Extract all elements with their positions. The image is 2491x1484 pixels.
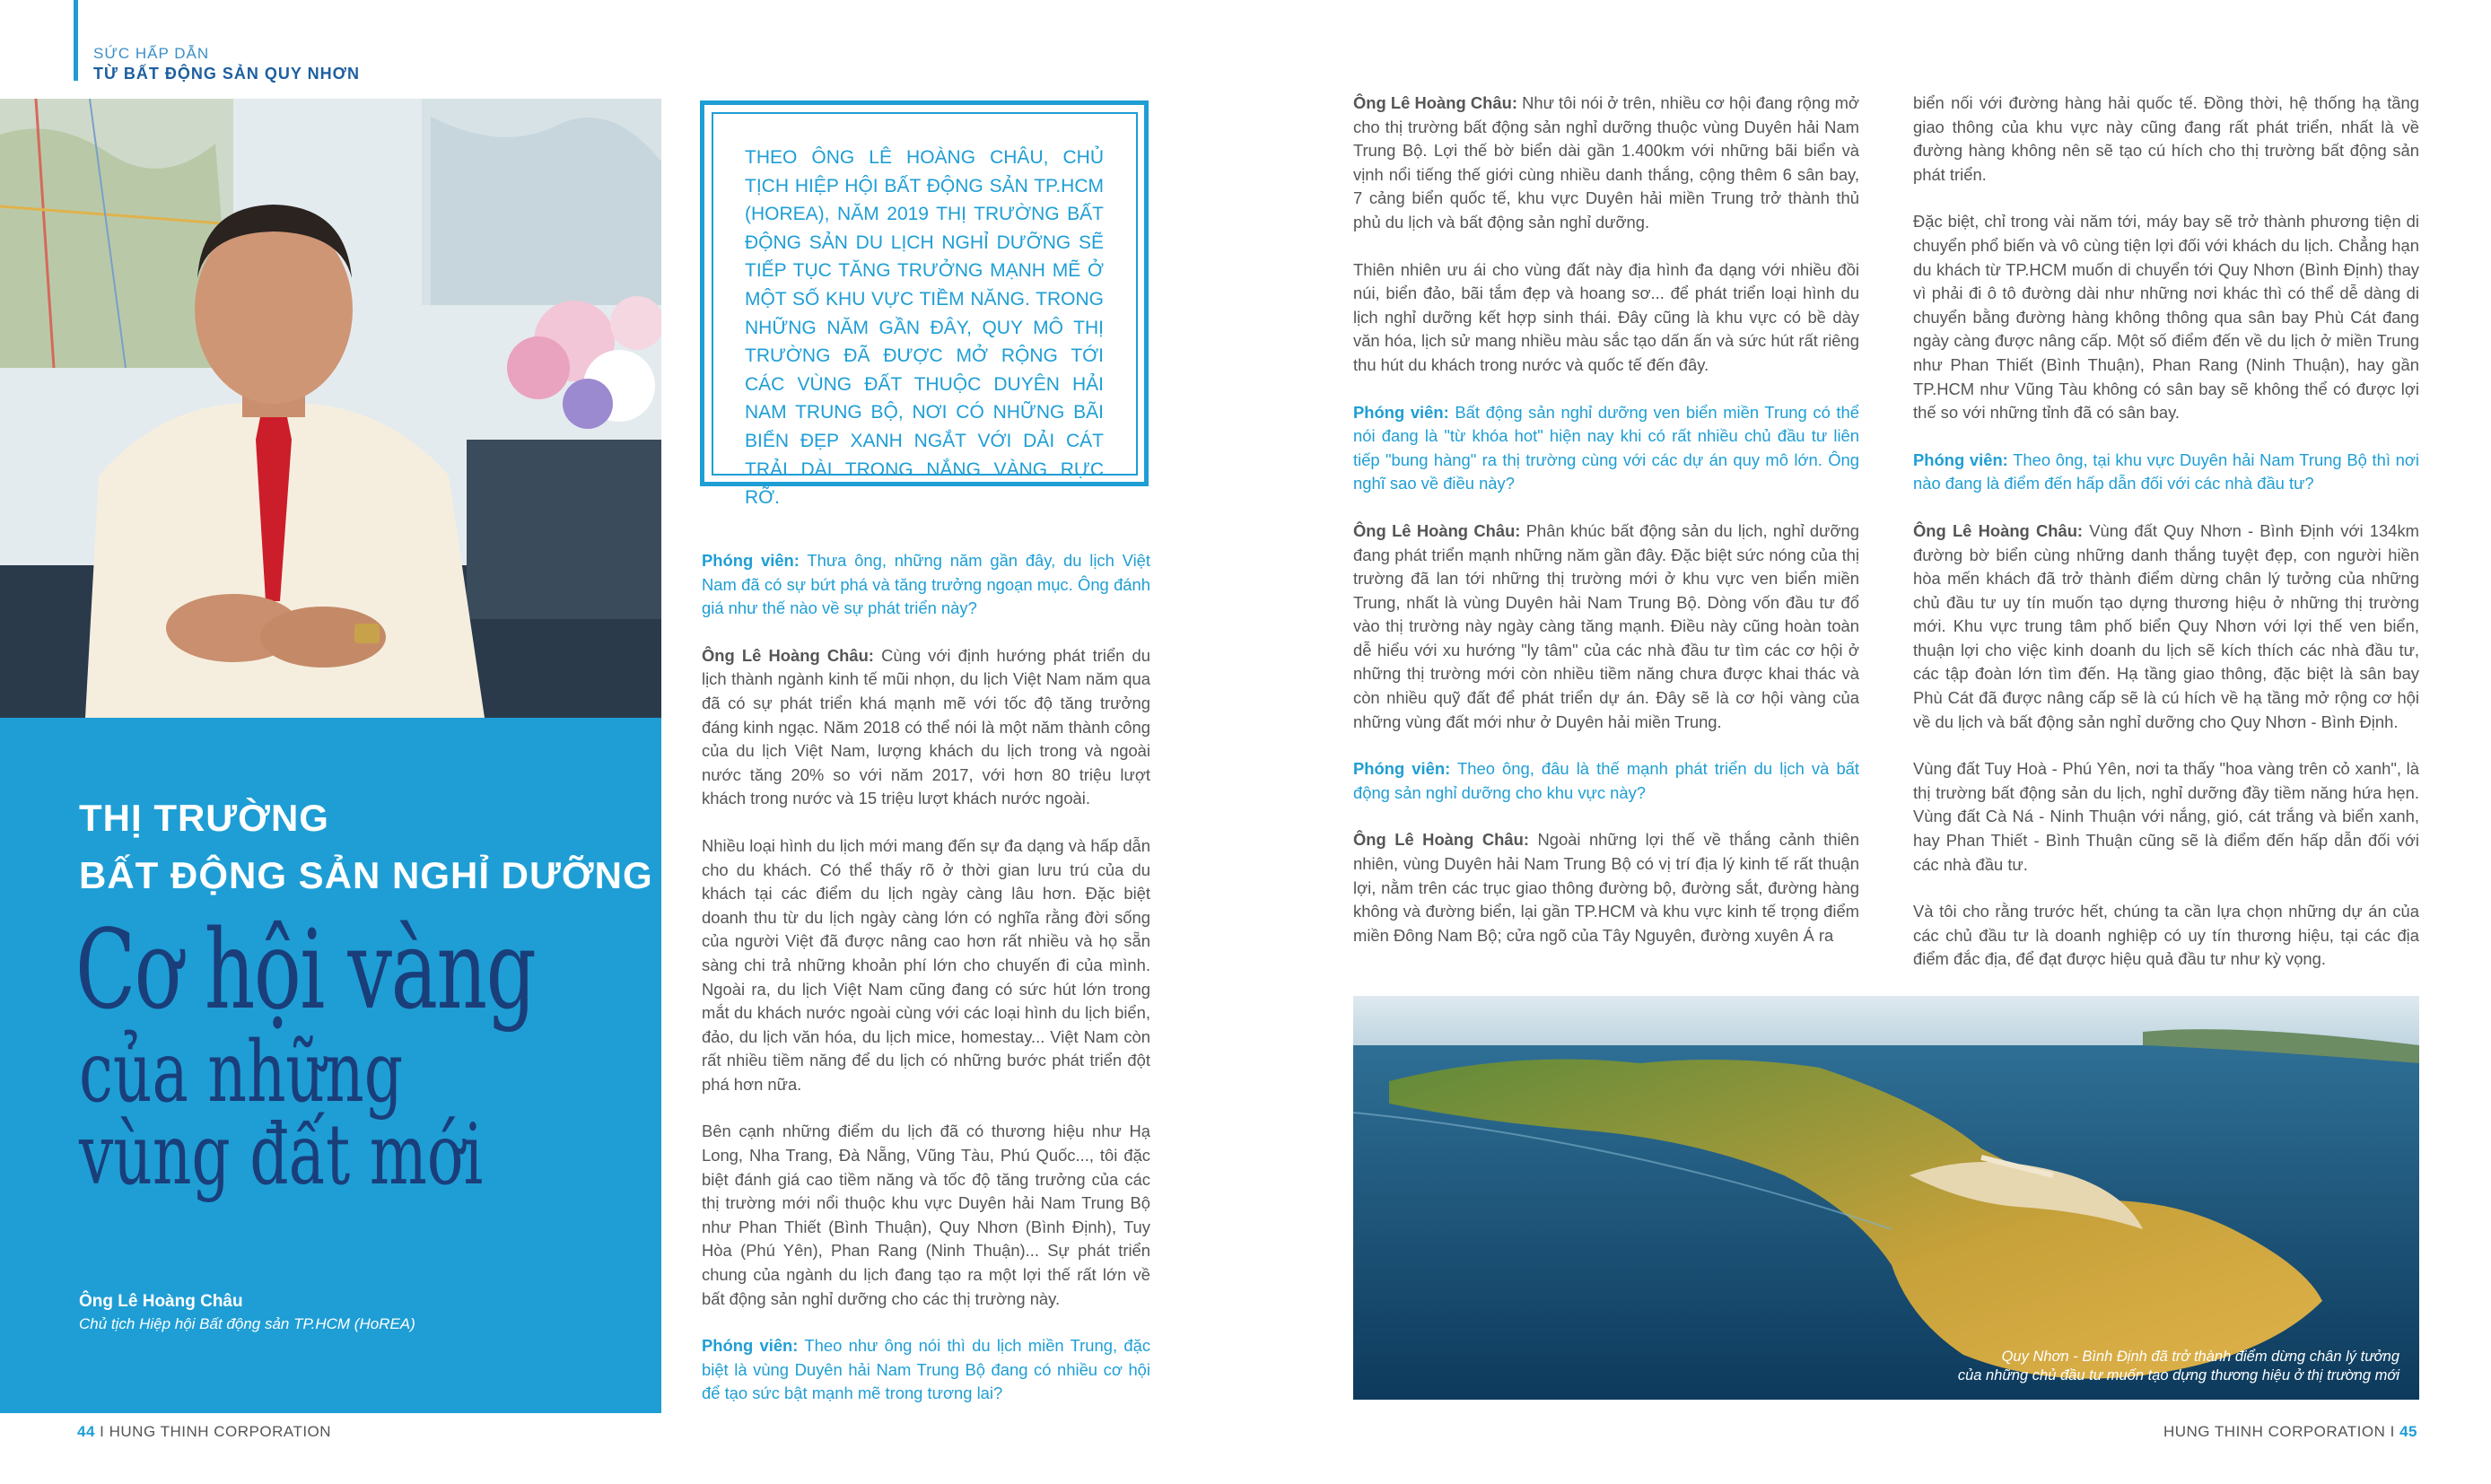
intro-text: THEO ÔNG LÊ HOÀNG CHÂU, CHỦ TỊCH HIỆP HỘI BẤT ĐỘNG SẢN TP.HCM (HOREA), NĂM 2019 THỊ TRƯỜNG BẤT ĐỘNG SẢN DU LỊCH NGHỈ DƯỠNG SẼ TIẾP TỤC TĂNG TRƯỞNG MẠNH MẼ Ở MỘT SỐ KHU VỰC TIỀM NĂNG. TRONG NHỮNG NĂM GẦN ĐÂY, QUY MÔ THỊ TRƯỜNG ĐÃ ĐƯỢC MỞ RỘNG TỚI CÁC VÙNG ĐẤT THUỘC DUYÊN HẢI NAM TRUNG BỘ, NƠI CÓ NHỮNG BÃI BIỂN ĐẸP XANH NGẮT VỚI DẢI CÁT TRẢI DÀI TRONG NẮNG VÀNG RỰC RỠ. <box>745 147 1104 509</box>
portrait-illustration <box>0 99 661 718</box>
title-headline: Cơ hội vàng <box>75 906 536 1034</box>
article-column-3 <box>1913 92 2419 995</box>
section-title: TỪ BẤT ĐỘNG SẢN QUY NHƠN <box>93 65 360 83</box>
section-rule <box>74 0 78 81</box>
paragraph: Đặc biệt, chỉ trong vài năm tới, máy bay sẽ trở thành phương tiện di chuyển phổ biến và vô cùng tiện lợi đối với khách du lịch. Chẳng hạn du khách từ TP.HCM muốn di chuyển tới Quy Nhơn (Bình Định) thay vì phải đi ô tô đường dài như những nơi khác thì có thể dễ dàng di chuyển bằng đường hàng không thông qua sân bay Phù Cát đang ngày càng được nâng cấp. Một số điểm đến về du lịch ở miền Trung như Phan Thiết (Bình Thuận), Phan Rang (Ninh Thuận), hay gần TP.HCM như Vũng Tàu không có sân bay sẽ không thể có được lợi thế so với những tỉnh đã có sân bay. <box>1913 212 2419 423</box>
paragraph: Nhiều loại hình du lịch mới mang đến sự đa dạng và hấp dẫn cho du khách. Có thể thấy rõ ở thời gian lưu trú của du khách tại các điểm du lịch ngày càng lâu hơn. Đặc biệt doanh thu từ du lịch ngày càng lớn có nghĩa rằng đời sống của người Việt đã được nâng cao hơn rất nhiều và họ sẵn sàng chi trả những khoản phí lớn cho chuyến đi của mình. Ngoài ra, du lịch Việt Nam cũng đang có sức hút lớn trong mắt du khách nước ngoài cùng với các loại hình du lịch biển, đảo, du lịch văn hóa, du lịch mice, homestay... Việt Nam còn rất nhiều tiềm năng để du lịch có những bước phát triển đột phá hơn nữa. <box>702 835 1150 1094</box>
answer <box>1913 519 2419 734</box>
interviewee-label: Ông Lê Hoàng Châu: <box>702 645 874 665</box>
byline-role: Chủ tịch Hiệp hội Bất động sản TP.HCM (HoREA) <box>79 1315 415 1332</box>
reporter-label: Phóng viên: <box>1913 450 2008 469</box>
answer <box>1353 828 1859 947</box>
question-text: Theo như ông nói thì du lịch miền Trung, đặc biệt là vùng Duyên hải Nam Trung Bộ đang có nhiều cơ hội để tạo sức bật mạnh mẽ trong tương lai? <box>702 1336 1151 1403</box>
question <box>1353 757 1859 805</box>
title-subheadline <box>79 1024 484 1204</box>
page-number-left: 44 <box>77 1423 95 1440</box>
interviewee-label: Ông Lê Hoàng Châu: <box>1353 93 1517 112</box>
interviewee-label: Ông Lê Hoàng Châu: <box>1353 830 1529 850</box>
paragraph: Vùng đất Tuy Hoà - Phú Yên, nơi ta thấy "hoa vàng trên cỏ xanh", là thị trường bất động sản du lịch, nghỉ dưỡng đầy tiềm năng hứa hẹn. Vùng đất Cà Ná - Ninh Thuận với nắng, gió, cát trắng và biển xanh, hay Phan Thiết - Bình Thuận cũng sẽ là điểm đến hấp dẫn đối với các nhà đầu tư. <box>1913 759 2419 874</box>
reporter-label: Phóng viên: <box>702 1336 799 1356</box>
question <box>702 1334 1150 1406</box>
section-kicker: SỨC HẤP DẪN <box>93 45 210 62</box>
footer-separator: I <box>100 1423 105 1440</box>
portrait-photo <box>0 99 661 718</box>
paragraph: Thiên nhiên ưu ái cho vùng đất này địa hình đa dạng với nhiều đồi núi, biển đảo, bãi tắm đẹp và hoang sơ... để phát triển loại hình du lịch nghỉ dưỡng kết hợp sinh thái. Đây cũng là khu vực có bề dày văn hóa, lịch sử mang nhiều màu sắc tạo dấn ấn và sức hút rất riêng thu hút du khách trong nước và quốc tế đến đây. <box>1353 259 1859 374</box>
question <box>702 549 1150 621</box>
footer-company: HUNG THINH CORPORATION <box>109 1423 332 1440</box>
question-text: Bất động sản nghỉ dưỡng ven biển miền Trung có thể nói đang là "từ khóa hot" hiện nay khi có rất nhiều chủ đầu tư liên tiếp "bung hàng" ra thị trường cùng với các dự án quy mô lớn. Ông nghĩ sao về điều này? <box>1353 402 1859 493</box>
island-photo <box>1353 996 2419 1400</box>
title-subheadline-line-1: của những <box>79 1024 404 1122</box>
title-line-2: BẤT ĐỘNG SẢN NGHỈ DƯỠNG <box>79 854 653 896</box>
interviewee-label: Ông Lê Hoàng Châu: <box>1353 520 1521 540</box>
answer-text: Ngoài những lợi thế về thắng cảnh thiên nhiên, vùng Duyên hải Nam Trung Bộ có vị trí địa lý kinh tế rất thuận lợi, nằm trên các trục giao thông đường bộ, đường sắt, đường hàng không và đường biển, lại gần TP.HCM và khu vực kinh tế trọng điểm miền Đông Nam Bộ; cửa ngõ của Tây Nguyên, đường xuyên Á ra <box>1353 830 1859 945</box>
article-column-2 <box>1353 92 1859 971</box>
paragraph: Bên cạnh những điểm du lịch đã có thương hiệu như Hạ Long, Nha Trang, Đà Nẵng, Vũng Tàu, Phú Quốc..., tôi đặc biệt đánh giá cao tiềm năng và tốc độ tăng trưởng của các thị trường mới nổi thuộc khu vực Duyên hải Nam Trung Bộ như Phan Thiết (Bình Thuận), Quy Nhơn (Bình Định), Tuy Hòa (Phú Yên), Phan Rang (Ninh Thuận)... Sự phát triển chung của ngành du lịch đang tạo ra một lợi thế rất lớn về bất động sản nghỉ dưỡng cho các thị trường này. <box>702 1122 1150 1308</box>
question <box>1913 449 2419 496</box>
photo-caption-line-2: của những chủ đầu tư muốn tạo dựng thương hiệu ở thị trường mới <box>1957 1367 2399 1384</box>
paragraph: biển nối với đường hàng hải quốc tế. Đồng thời, hệ thống hạ tầng giao thông của khu vực này cũng đang rất phát triển, nhất là về đường hàng không nên sẽ tạo cú hích cho thị trường bất động sản phát triển. <box>1913 93 2419 184</box>
answer <box>1353 519 1859 734</box>
reporter-label: Phóng viên: <box>702 551 800 570</box>
title-line-1: THỊ TRƯỜNG <box>79 797 329 839</box>
reporter-label: Phóng viên: <box>1353 759 1451 779</box>
footer-separator: I <box>2390 1423 2395 1440</box>
byline-name: Ông Lê Hoàng Châu <box>79 1292 243 1311</box>
question <box>1353 401 1859 496</box>
answer <box>1353 92 1859 235</box>
answer-text: Phân khúc bất động sản du lịch, nghỉ dưỡng đang phát triển mạnh những năm gần đây. Đặc biệt sức nóng của thị trường đã lan tới những thị trường mới ở khu vực ven biển miền Trung, nhất là vùng Duyên hải Nam Trung Bộ. Dòng vốn đầu tư đổ vào thị trường này ngày càng tăng mạnh. Điều này cũng hoàn toàn dễ hiểu với xu hướng "ly tâm" của các nhà đầu tư tìm các cơ hội ở những thị trường mới còn nhiều tiềm năng chưa được khai thác và còn nhiều quỹ đất để phát triển dự án. Đây sẽ là cơ hội vàng của những vùng đất mới như ở Duyên hải miền Trung. <box>1353 520 1859 731</box>
question-text: Thưa ông, những năm gần đây, du lịch Việt Nam đã có sự bứt phá và tăng trưởng ngoạn mục. Ông đánh giá như thế nào về sự phát triển này? <box>702 551 1150 618</box>
answer <box>702 644 1150 811</box>
answer-text: Như tôi nói ở trên, nhiều cơ hội đang rộng mở cho thị trường bất động sản nghỉ dưỡng thuộc vùng Duyên hải Nam Trung Bộ. Lợi thế bờ biển dài gần 1.400km với những bãi biển và vịnh nổi tiếng thế giới cùng nhiều danh thắng, cộng thêm 6 sân bay, 7 cảng biển quốc tế, khu vực Duyên hải miền Trung trở thành thủ phủ du lịch và bất động sản nghỉ dưỡng. <box>1353 93 1859 231</box>
footer-left <box>77 1423 331 1441</box>
article-column-1 <box>702 549 1150 1429</box>
title-subheadline-line-2: vùng đất mới <box>79 1106 484 1204</box>
footer-company: HUNG THINH CORPORATION <box>2163 1423 2386 1440</box>
question-text: Theo ông, đâu là thế mạnh phát triển du lịch và bất động sản nghỉ dưỡng cho khu vực này? <box>1353 759 1860 802</box>
answer-text: Cùng với định hướng phát triển du lịch thành ngành kinh tế mũi nhọn, du lịch Việt Nam năm qua đã có sự phát triển khá mạnh mẽ với tốc độ tăng trưởng đáng kinh ngạc. Năm 2018 có thể nói là một năm thành công của du lịch Việt Nam, lượng khách du lịch trong và ngoài nước tăng 20% so với năm 2017, với hơn 80 triệu lượt khách trong nước và 15 triệu lượt khách nước ngoài. <box>702 645 1150 808</box>
page-number-right: 45 <box>2399 1423 2417 1440</box>
answer-text: Vùng đất Quy Nhơn - Bình Định với 134km đường bờ biển cùng những danh thắng tuyệt đẹp, con người hiền hòa mến khách đã trở thành điểm dừng chân lý tưởng của những chủ đầu tư uy tín muốn tạo dựng thương hiệu ở những thị trường mới. Khu vực trung tâm phố biển Quy Nhơn với lợi thế ven biển, thuận lợi cho việc kinh doanh du lịch sẽ kích thích các nhà đầu tư, các tập đoàn lớn tìm đến. Hạ tầng giao thông, đặc biệt là sân bay Phù Cát đã được nâng cấp sẽ là cú hích về hạ tầng mở rộng cơ hội về du lịch và bất động sản nghỉ dưỡng cho Quy Nhơn - Bình Định. <box>1913 520 2419 731</box>
footer-right <box>2163 1423 2417 1441</box>
interviewee-label: Ông Lê Hoàng Châu: <box>1913 520 2084 540</box>
question-text: Theo ông, tại khu vực Duyên hải Nam Trung Bộ thì nơi nào đang là điểm đến hấp dẫn đối với các nhà đầu tư? <box>1913 450 2420 493</box>
photo-caption-line-1: Quy Nhơn - Bình Định đã trở thành điểm dừng chân lý tưởng <box>2001 1349 2399 1365</box>
island-illustration <box>1353 996 2419 1400</box>
paragraph: Và tôi cho rằng trước hết, chúng ta cần lựa chọn những dự án của các chủ đầu tư là doanh nghiệp có uy tín thương hiệu, tại các địa điểm đắc địa, để đạt được hiệu quả đầu tư như kỳ vọng. <box>1913 902 2419 969</box>
reporter-label: Phóng viên: <box>1353 402 1449 422</box>
